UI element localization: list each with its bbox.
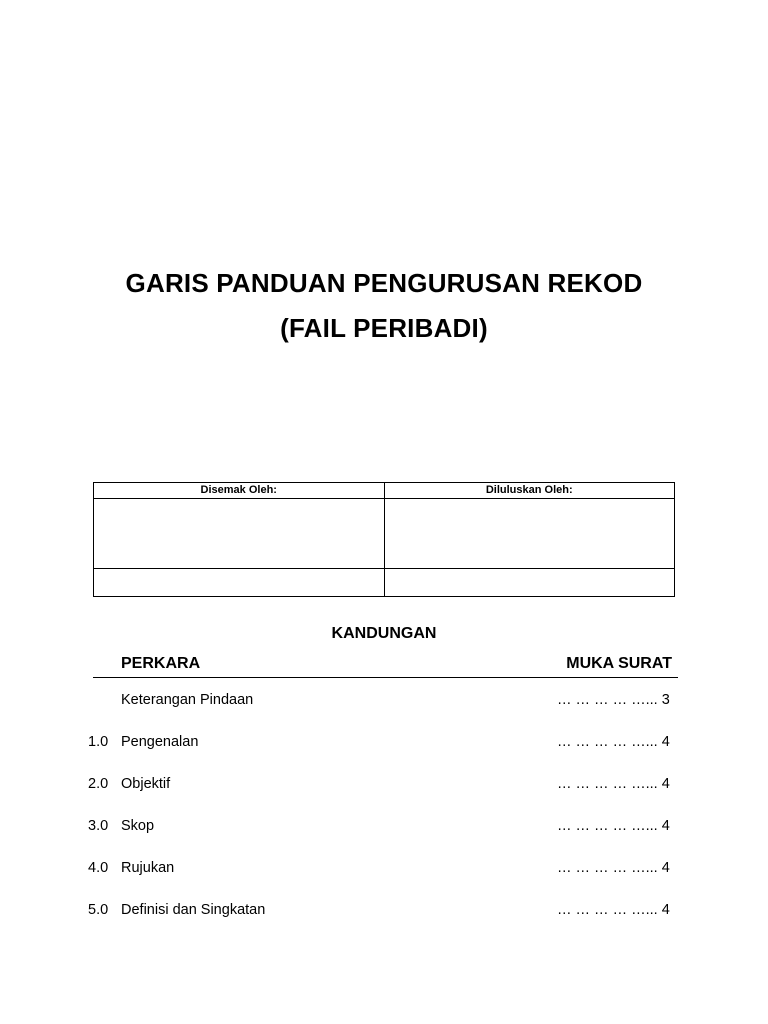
toc-entry-title: Keterangan Pindaan	[121, 692, 254, 708]
reviewed-by-signature-cell	[94, 499, 385, 569]
approved-by-signature-cell	[384, 499, 675, 569]
toc-entry	[0, 690, 768, 710]
contents-item-column-header: PERKARA	[121, 655, 201, 672]
toc-entry-page: … … … … …... 4	[557, 860, 670, 876]
toc-entry	[0, 816, 768, 836]
toc-entry-title: Pengenalan	[121, 734, 199, 750]
toc-entry-title: Objektif	[121, 776, 171, 792]
toc-entry-title: Rujukan	[121, 860, 175, 876]
approval-table	[93, 482, 675, 597]
toc-entry-page: … … … … …... 4	[557, 818, 670, 834]
toc-entry-title: Skop	[121, 818, 155, 834]
contents-heading: KANDUNGAN	[331, 625, 437, 642]
toc-entry-page: … … … … …... 4	[557, 734, 670, 750]
document-subtitle: (FAIL PERIBADI)	[280, 313, 488, 343]
toc-entry	[0, 774, 768, 794]
toc-entry-number: 3.0	[88, 818, 109, 834]
toc-entry-number: 2.0	[88, 776, 109, 792]
approved-by-label: Diluluskan Oleh:	[384, 483, 675, 499]
toc-entry-title: Definisi dan Singkatan	[121, 902, 266, 918]
toc-entry-page: … … … … …... 4	[557, 776, 670, 792]
toc-entry-number: 5.0	[88, 902, 109, 918]
contents-header-rule	[93, 677, 678, 678]
toc-entry-page: … … … … …... 4	[557, 902, 670, 918]
approved-by-name-cell	[384, 569, 675, 597]
toc-entry	[0, 858, 768, 878]
toc-entry	[0, 732, 768, 752]
toc-entry-number: 4.0	[88, 860, 109, 876]
toc-entry-page: … … … … …... 3	[557, 692, 670, 708]
contents-page-column-header: MUKA SURAT	[566, 655, 672, 672]
reviewed-by-name-cell	[94, 569, 385, 597]
toc-entry	[0, 900, 768, 920]
reviewed-by-label: Disemak Oleh:	[94, 483, 385, 499]
document-title: GARIS PANDUAN PENGURUSAN REKOD	[125, 268, 643, 298]
toc-entry-number: 1.0	[88, 734, 109, 750]
